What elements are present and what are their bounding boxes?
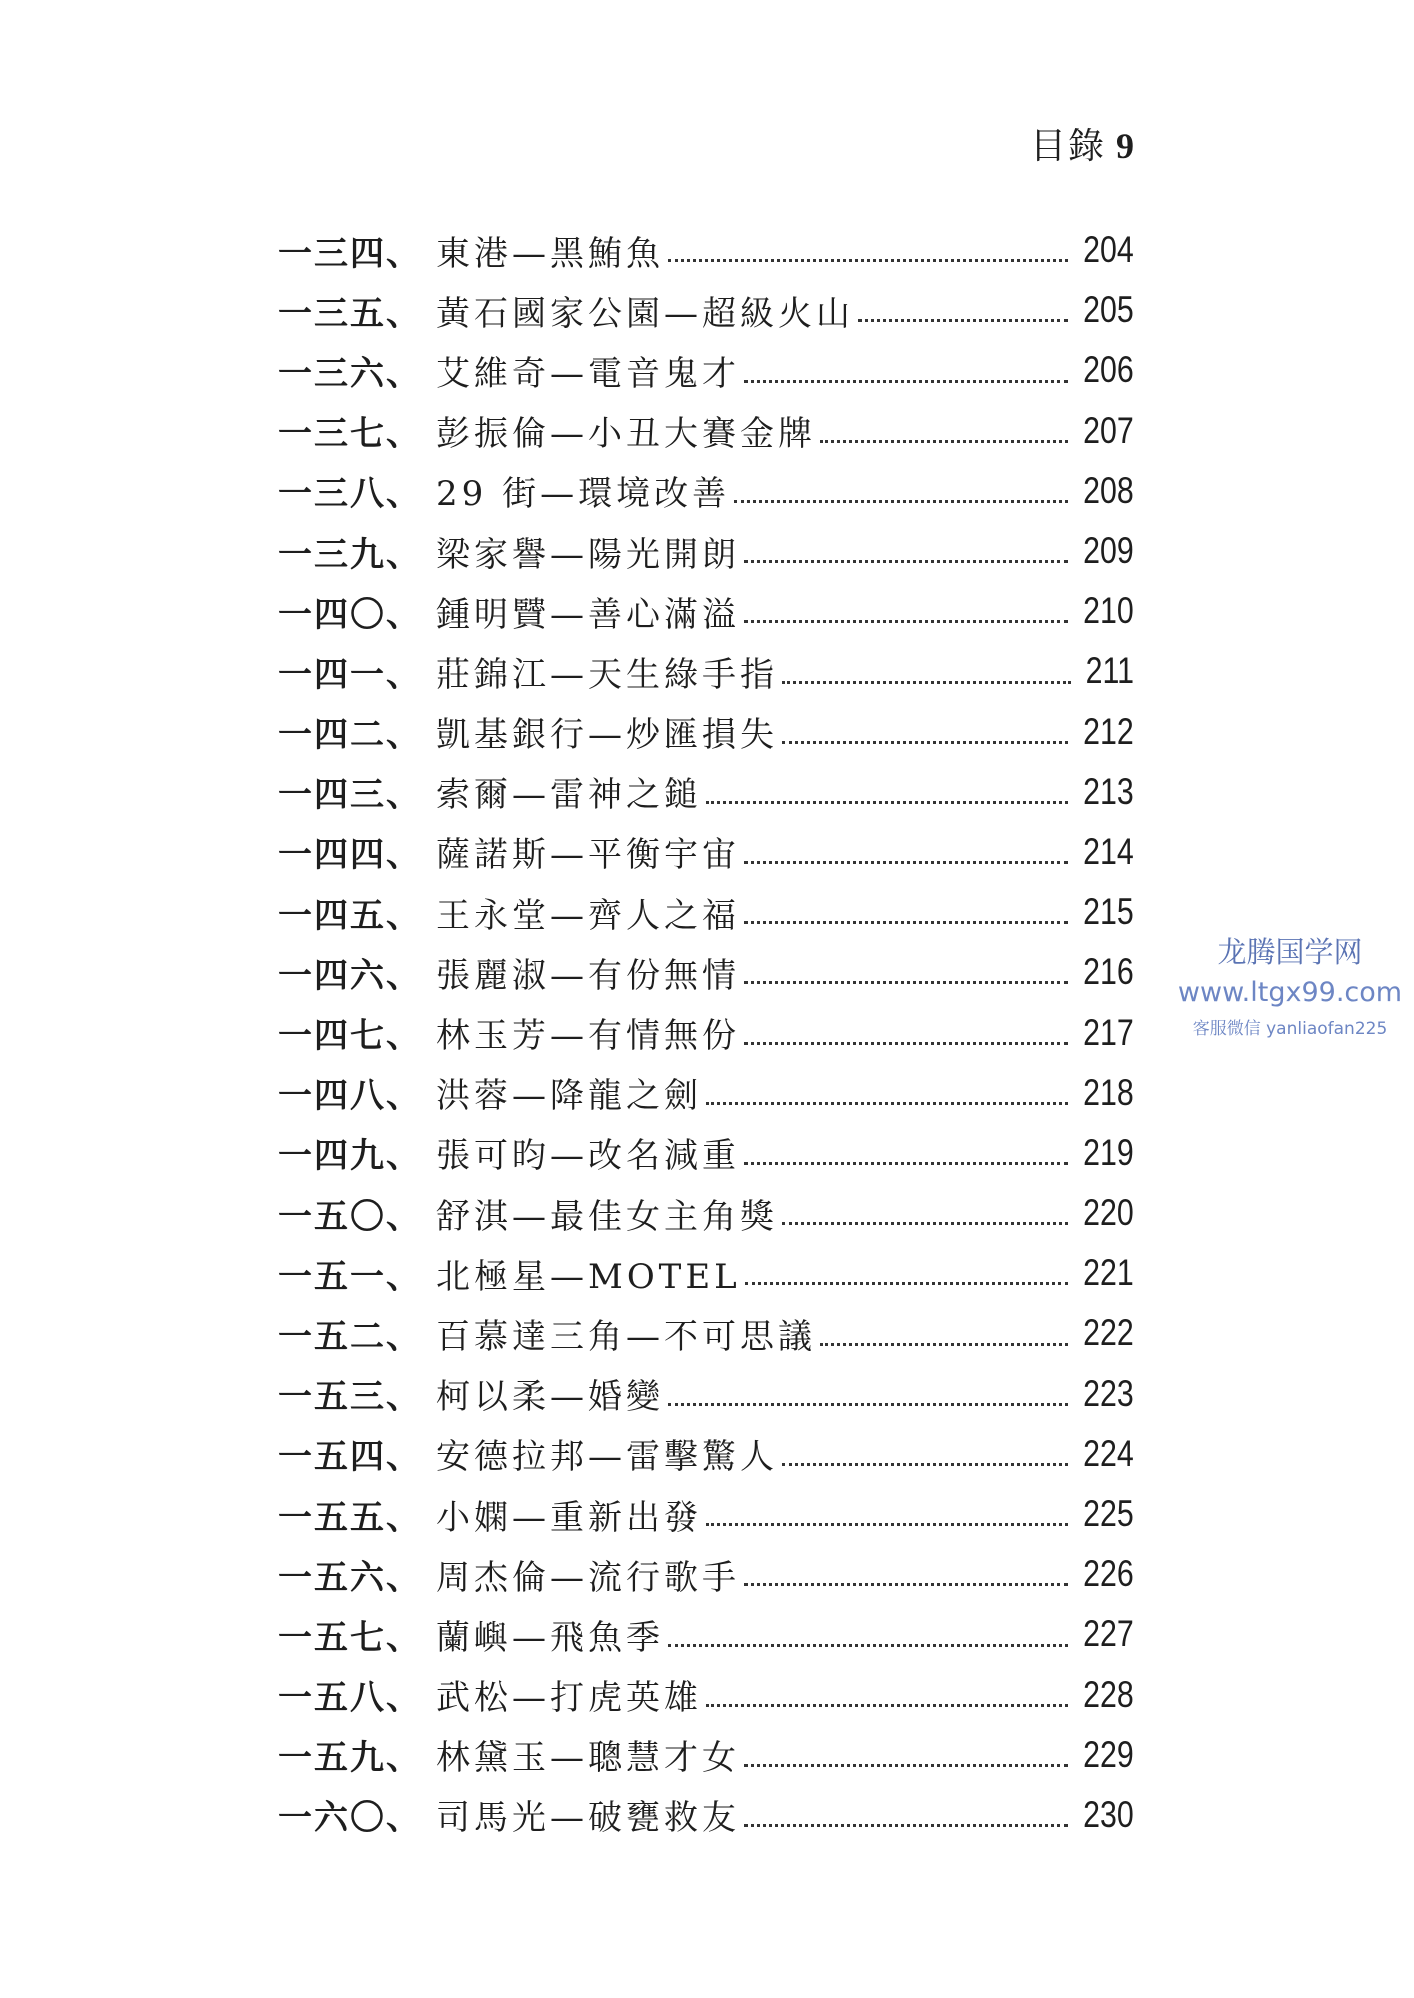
toc-entry <box>278 461 1134 521</box>
toc-entry-page: 211 <box>1085 650 1134 692</box>
toc-entry-title: 林黛玉—聰慧才女 <box>436 1738 740 1779</box>
toc-entry-title: 29 街—環境改善 <box>436 474 731 515</box>
toc-entry-page: 215 <box>1083 891 1134 933</box>
toc-entry-page: 224 <box>1083 1432 1134 1474</box>
toc-entry-number: 一四一、 <box>278 654 422 695</box>
dot-leader <box>668 1403 1068 1406</box>
toc-entry <box>278 762 1134 822</box>
toc-entry-page: 216 <box>1083 951 1134 993</box>
toc-entry-number: 一三八、 <box>278 474 422 515</box>
dot-leader <box>744 620 1068 623</box>
dot-leader <box>858 319 1068 322</box>
toc-entry-title: 張可昀—改名減重 <box>436 1136 740 1177</box>
toc-entry <box>278 1484 1134 1544</box>
dot-leader <box>782 741 1068 744</box>
toc-entry-page: 218 <box>1083 1071 1134 1113</box>
toc-entry-number: 一四二、 <box>278 715 422 756</box>
toc-entry-title: 柯以柔—婚變 <box>436 1377 664 1418</box>
toc-entry-number: 一四三、 <box>278 775 422 816</box>
toc-entry <box>278 1364 1134 1424</box>
toc-entry <box>278 280 1134 340</box>
toc-entry <box>278 641 1134 701</box>
toc-entry-page: 207 <box>1083 409 1134 451</box>
toc-entry-title: 東港—黑鮪魚 <box>436 233 664 274</box>
toc-entry <box>278 340 1134 400</box>
toc-entry-number: 一五三、 <box>278 1377 422 1418</box>
toc-entry <box>278 822 1134 882</box>
toc-entry-page: 213 <box>1083 770 1134 812</box>
dot-leader <box>745 1282 1069 1285</box>
watermark-url: www.ltgx99.com <box>1177 977 1403 1008</box>
toc-entry-title: 林玉芳—有情無份 <box>436 1016 740 1057</box>
toc-entry <box>278 1785 1134 1845</box>
toc-entry-title: 安德拉邦—雷擊驚人 <box>436 1437 778 1478</box>
toc-entry-page: 219 <box>1083 1131 1134 1173</box>
toc-entry-number: 一三六、 <box>278 353 422 394</box>
dot-leader <box>782 1463 1068 1466</box>
toc-entry-page: 205 <box>1083 289 1134 331</box>
toc-entry-number: 一五八、 <box>278 1678 422 1719</box>
toc-entry-title: 司馬光—破甕救友 <box>436 1798 740 1839</box>
toc-entry-page: 227 <box>1083 1613 1134 1655</box>
toc-entry-page: 206 <box>1083 349 1134 391</box>
dot-leader <box>744 1583 1068 1586</box>
toc-entry-number: 一四七、 <box>278 1016 422 1057</box>
toc-entry-page: 210 <box>1083 590 1134 632</box>
toc-entry-title: 蘭嶼—飛魚季 <box>436 1617 664 1658</box>
dot-leader <box>744 981 1068 984</box>
toc-entry-page: 229 <box>1083 1733 1134 1775</box>
toc-entry-number: 一三七、 <box>278 414 422 455</box>
toc-entry-title: 舒淇—最佳女主角獎 <box>436 1196 778 1237</box>
toc-entry-page: 220 <box>1083 1192 1134 1234</box>
toc-entry-page: 225 <box>1083 1493 1134 1535</box>
watermark-contact: 客服微信 yanliaofan225 <box>1192 1019 1388 1039</box>
toc-entry-number: 一三九、 <box>278 534 422 575</box>
toc-entry-number: 一五五、 <box>278 1497 422 1538</box>
toc-entry-title: 百慕達三角—不可思議 <box>436 1316 816 1357</box>
toc-entry-title: 周杰倫—流行歌手 <box>436 1557 740 1598</box>
dot-leader <box>706 1704 1068 1707</box>
toc-entry-page: 214 <box>1083 830 1134 872</box>
toc-entry-number: 一五一、 <box>278 1256 422 1297</box>
toc-entry-page: 222 <box>1083 1312 1134 1354</box>
toc-entry-number: 一五六、 <box>278 1557 422 1598</box>
toc-entry-title: 薩諾斯—平衡宇宙 <box>436 835 740 876</box>
toc-entry <box>278 1303 1134 1363</box>
toc-entry <box>278 1063 1134 1123</box>
toc-entry-title: 黃石國家公園—超級火山 <box>436 293 854 334</box>
toc-entry-title: 艾維奇—電音鬼才 <box>436 353 740 394</box>
toc-entry-title: 索爾—雷神之鎚 <box>436 775 702 816</box>
toc-entry-title: 鍾明贒—善心滿溢 <box>436 594 740 635</box>
toc-entry <box>278 220 1134 280</box>
dot-leader <box>668 1644 1068 1647</box>
toc-entry-number: 一六〇、 <box>278 1798 422 1839</box>
dot-leader <box>744 560 1068 563</box>
toc-entry-page: 226 <box>1083 1553 1134 1595</box>
watermark <box>1170 930 1410 1039</box>
toc-entry <box>278 1243 1134 1303</box>
toc-entry-page: 212 <box>1083 710 1134 752</box>
dot-leader <box>782 681 1071 684</box>
dot-leader <box>706 1523 1068 1526</box>
toc-entry <box>278 1424 1134 1484</box>
toc-entry-title: 莊錦江—天生綠手指 <box>436 654 778 695</box>
dot-leader <box>734 500 1068 503</box>
toc-entry-page: 228 <box>1083 1673 1134 1715</box>
toc-entry <box>278 401 1134 461</box>
toc-entry <box>278 1725 1134 1785</box>
toc-entry-page: 208 <box>1083 469 1134 511</box>
table-of-contents <box>278 220 1134 1845</box>
toc-entry-page: 209 <box>1083 530 1134 572</box>
toc-entry-number: 一四五、 <box>278 895 422 936</box>
toc-entry-title: 張麗淑—有份無情 <box>436 955 740 996</box>
toc-entry-title: 彭振倫—小丑大賽金牌 <box>436 414 816 455</box>
toc-entry-title: 凱基銀行—炒匯損失 <box>436 715 778 756</box>
dot-leader <box>744 1042 1068 1045</box>
toc-entry-title: 王永堂—齊人之福 <box>436 895 740 936</box>
dot-leader <box>744 380 1068 383</box>
toc-entry <box>278 1665 1134 1725</box>
toc-entry-title: 武松—打虎英雄 <box>436 1678 702 1719</box>
toc-entry <box>278 521 1134 581</box>
toc-entry-number: 一四四、 <box>278 835 422 876</box>
toc-entry <box>278 1002 1134 1062</box>
dot-leader <box>744 921 1068 924</box>
dot-leader <box>706 801 1068 804</box>
toc-entry-title: 梁家譽—陽光開朗 <box>436 534 740 575</box>
toc-entry <box>278 1183 1134 1243</box>
toc-entry-number: 一三五、 <box>278 293 422 334</box>
toc-entry-page: 223 <box>1083 1372 1134 1414</box>
toc-entry-number: 一四九、 <box>278 1136 422 1177</box>
toc-entry <box>278 581 1134 641</box>
toc-entry <box>278 1544 1134 1604</box>
toc-entry-page: 217 <box>1083 1011 1134 1053</box>
dot-leader <box>744 1764 1068 1767</box>
toc-entry <box>278 882 1134 942</box>
toc-entry-number: 一三四、 <box>278 233 422 274</box>
toc-entry-number: 一四〇、 <box>278 594 422 635</box>
watermark-site-name: 龙腾国学网 <box>1217 935 1363 969</box>
toc-entry-page: 230 <box>1083 1793 1134 1835</box>
dot-leader <box>820 440 1068 443</box>
toc-entry <box>278 702 1134 762</box>
dot-leader <box>820 1343 1068 1346</box>
dot-leader <box>782 1222 1068 1225</box>
toc-entry <box>278 1123 1134 1183</box>
dot-leader <box>744 861 1068 864</box>
toc-entry-number: 一五〇、 <box>278 1196 422 1237</box>
toc-entry <box>278 1604 1134 1664</box>
header-page-number: 9 <box>1116 126 1136 166</box>
dot-leader <box>744 1824 1068 1827</box>
toc-entry-title: 洪蓉—降龍之劍 <box>436 1076 702 1117</box>
toc-entry-title: 小嫻—重新出發 <box>436 1497 702 1538</box>
toc-entry-page: 204 <box>1083 229 1134 271</box>
toc-entry-number: 一五二、 <box>278 1316 422 1357</box>
toc-entry-number: 一五七、 <box>278 1617 422 1658</box>
page-header <box>1030 118 1136 169</box>
dot-leader <box>668 259 1068 262</box>
toc-entry-number: 一五九、 <box>278 1738 422 1779</box>
toc-entry-page: 221 <box>1083 1252 1134 1294</box>
toc-entry-title: 北極星—MOTEL <box>436 1256 741 1297</box>
toc-entry-number: 一四八、 <box>278 1076 422 1117</box>
dot-leader <box>706 1102 1068 1105</box>
toc-entry <box>278 942 1134 1002</box>
header-section-title: 目錄 <box>1029 126 1106 167</box>
toc-entry-number: 一五四、 <box>278 1437 422 1478</box>
dot-leader <box>744 1162 1068 1165</box>
toc-entry-number: 一四六、 <box>278 955 422 996</box>
